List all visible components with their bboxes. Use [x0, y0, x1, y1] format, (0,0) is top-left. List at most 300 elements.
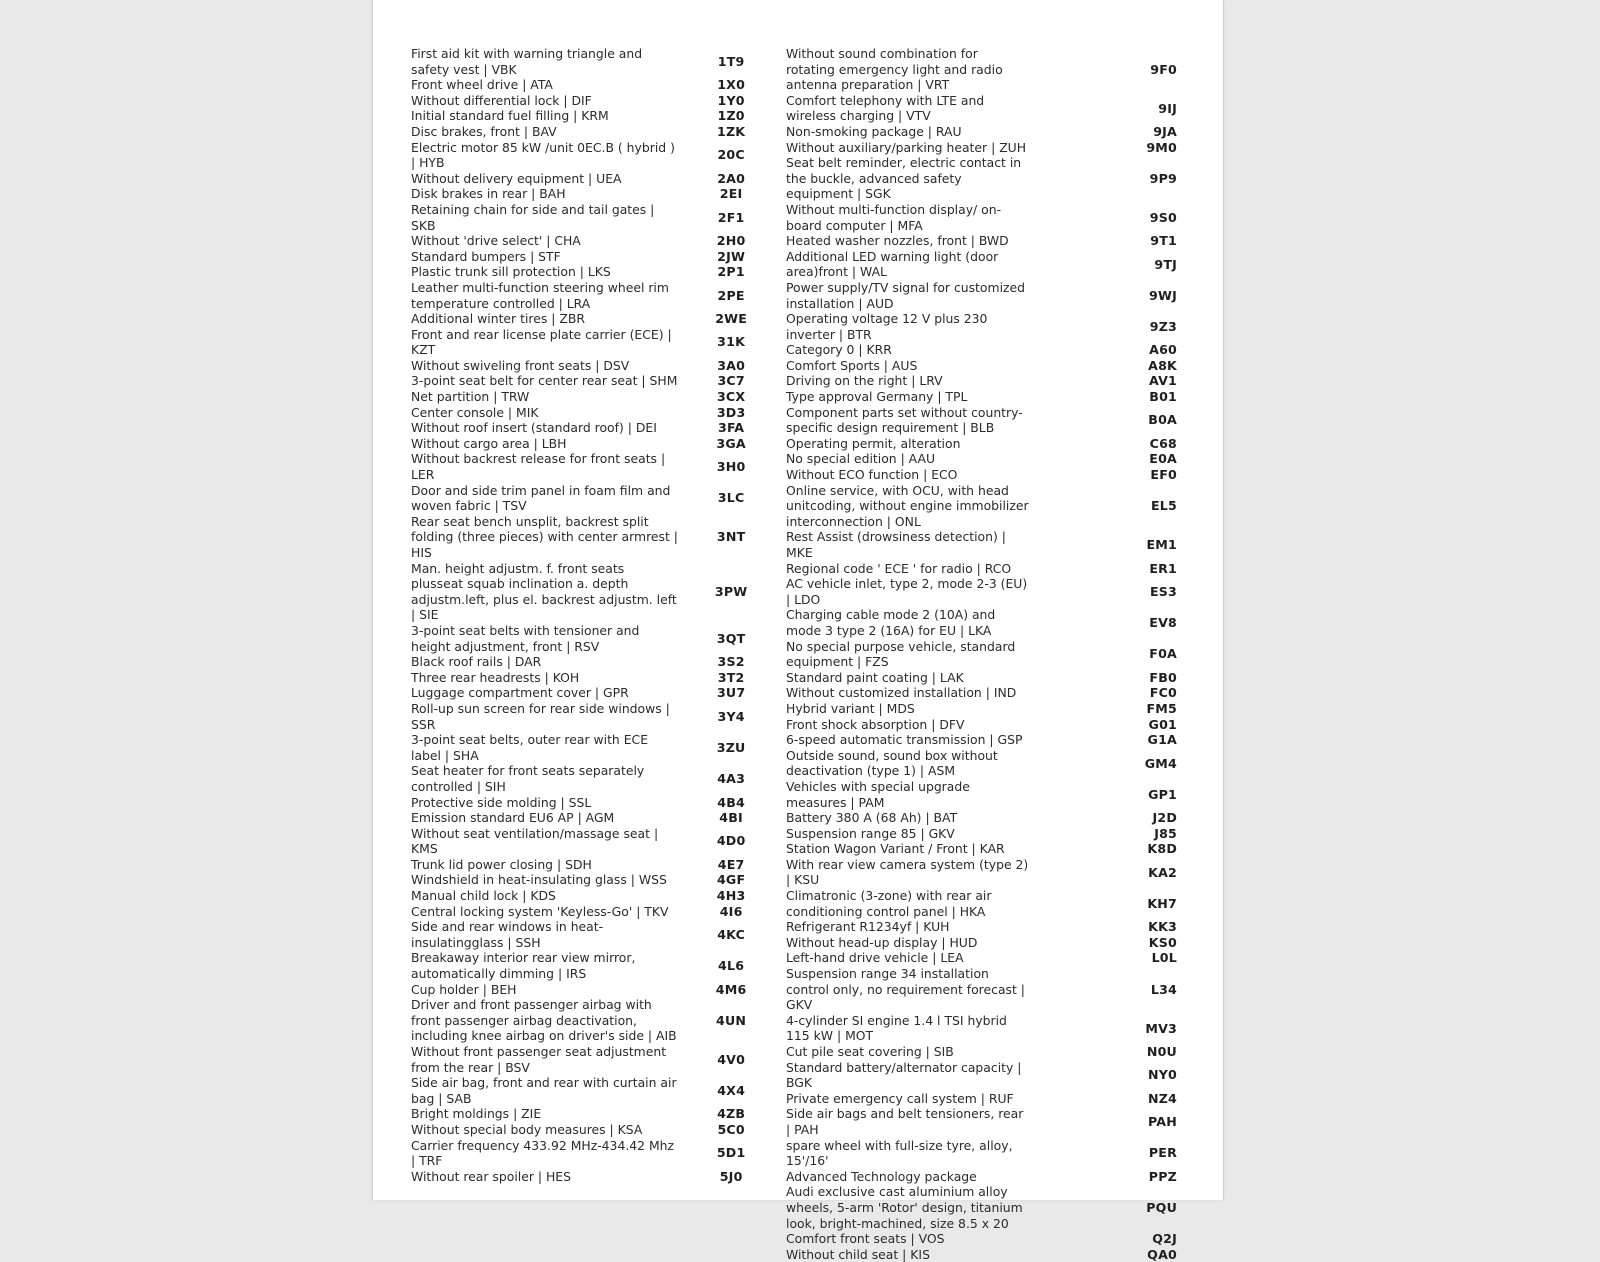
option-code: 2PE — [717, 287, 745, 303]
option-row — [411, 950, 776, 981]
option-code: 3QT — [716, 630, 746, 646]
option-description: Front wheel drive | ATA — [411, 77, 553, 93]
option-code: 3LC — [717, 490, 745, 506]
option-row — [411, 1075, 776, 1106]
option-row — [411, 108, 776, 124]
option-description: Without delivery equipment | UEA — [411, 170, 622, 186]
option-description: Suspension range 85 | GKV — [786, 825, 955, 841]
option-row — [411, 654, 776, 670]
option-description: Trunk lid power closing | SDH — [411, 856, 592, 872]
option-code: PAH — [1148, 1114, 1177, 1130]
option-row — [411, 171, 776, 187]
option-description: Net partition | TRW — [411, 389, 530, 405]
option-row — [786, 919, 1181, 935]
option-description: Type approval Germany | TPL — [786, 389, 968, 405]
option-row — [411, 1122, 776, 1138]
option-code: 9T1 — [1150, 233, 1177, 249]
option-row — [411, 451, 776, 482]
option-description: Refrigerant R1234yf | KUH — [786, 919, 950, 935]
option-description: Protective side molding | SSL — [411, 794, 592, 810]
option-row — [786, 1247, 1181, 1262]
option-code: KS0 — [1148, 934, 1177, 950]
option-code: 4H3 — [716, 888, 746, 904]
option-row — [786, 358, 1181, 374]
option-description: Manual child lock | KDS — [411, 888, 556, 904]
option-description: Additional winter tires | ZBR — [411, 311, 585, 327]
option-row — [786, 639, 1181, 670]
option-code: 4X4 — [717, 1082, 746, 1098]
option-description: Without swiveling front seats | DSV — [411, 357, 630, 373]
option-description: Central locking system 'Keyless-Go' | TKV — [411, 903, 669, 919]
option-row — [411, 888, 776, 904]
option-row — [411, 280, 776, 311]
option-description: Component parts set without country-specific design requirement | BLB — [786, 404, 1023, 436]
option-code: EV8 — [1149, 615, 1177, 631]
option-code: 3GA — [716, 435, 746, 451]
option-row — [411, 124, 776, 140]
option-code: 5C0 — [717, 1121, 745, 1137]
option-row — [411, 140, 776, 171]
right-option-column — [786, 46, 1181, 1262]
option-row — [786, 342, 1181, 358]
option-description: Non-smoking package | RAU — [786, 123, 962, 139]
option-row — [411, 1138, 776, 1169]
option-row — [411, 311, 776, 327]
option-code: NY0 — [1147, 1067, 1177, 1083]
option-description: Disc brakes, front | BAV — [411, 123, 557, 139]
option-description: First aid kit with warning triangle and safety vest | VBK — [411, 46, 643, 77]
option-code: KH7 — [1147, 895, 1177, 911]
option-code: 1Z0 — [717, 108, 745, 124]
option-row — [786, 670, 1181, 686]
option-description: Three rear headrests | KOH — [411, 669, 580, 685]
option-description: Side air bag, front and rear with curtain air bag | SAB — [411, 1075, 677, 1106]
option-description: Emission standard EU6 AP | AGM — [411, 810, 615, 826]
option-description: Windshield in heat-insulating glass | WSS — [411, 872, 667, 888]
option-code: 9WJ — [1149, 287, 1177, 303]
option-code: 3PW — [714, 583, 748, 599]
option-code: 9S0 — [1149, 209, 1177, 225]
option-code: 4UN — [716, 1012, 747, 1028]
option-code: 3T2 — [717, 669, 745, 685]
option-description: spare wheel with full-size tyre, alloy, 15'/16' — [786, 1137, 1013, 1169]
option-row — [786, 483, 1181, 530]
option-description: Driver and front passenger airbag with front passenger airbag deactivation, including knee airbag on driver's side | AIB — [411, 997, 677, 1044]
option-description: Front and rear license plate carrier (ECE) | KZT — [411, 326, 672, 358]
option-description: Comfort telephony with LTE and wireless charging | VTV — [786, 92, 985, 124]
option-row — [411, 202, 776, 233]
option-code: 2A0 — [717, 170, 746, 186]
option-description: Additional LED warning light (door area)front | WAL — [786, 248, 999, 280]
option-description: 3-point seat belts with tensioner and height adjustment, front | RSV — [411, 622, 640, 654]
option-row — [786, 405, 1181, 436]
option-description: Electric motor 85 kW /unit 0EC.B ( hybrid ) | HYB — [411, 139, 675, 171]
option-row — [411, 264, 776, 280]
option-code: 3C7 — [717, 373, 745, 389]
option-description: Rear seat bench unsplit, backrest split folding (three pieces) with center armrest | HIS — [411, 513, 678, 560]
option-description: Side and rear windows in heat-insulatingglass | SSH — [411, 919, 604, 950]
option-row — [411, 420, 776, 436]
option-code: 4BI — [719, 810, 743, 826]
option-code: A8K — [1148, 357, 1177, 373]
option-description: Seat heater for front seats separately controlled | SIH — [411, 763, 645, 794]
option-description: 3-point seat belt for center rear seat | SHM — [411, 373, 678, 389]
option-description: Comfort front seats | VOS — [786, 1231, 945, 1247]
option-code: 1T9 — [717, 53, 745, 69]
option-code: FC0 — [1149, 685, 1177, 701]
option-description: Without multi-function display/ on-board computer | MFA — [786, 201, 1002, 233]
option-row — [411, 1106, 776, 1122]
option-row — [786, 451, 1181, 467]
option-description: Rest Assist (drowsiness detection) | MKE — [786, 529, 1006, 560]
option-row — [411, 561, 776, 623]
option-row — [786, 779, 1181, 810]
option-code: 4A3 — [717, 771, 746, 787]
option-code: B0A — [1148, 412, 1177, 428]
option-row — [786, 966, 1181, 1013]
option-description: Black roof rails | DAR — [411, 654, 542, 670]
option-code: 9P9 — [1149, 170, 1177, 186]
option-description: Without 'drive select' | CHA — [411, 233, 581, 249]
option-description: Without ECO function | ECO — [786, 467, 958, 483]
option-description: Without auxiliary/parking heater | ZUH — [786, 139, 1027, 155]
option-code: A60 — [1149, 342, 1177, 358]
option-code: FB0 — [1149, 669, 1177, 685]
option-description: Without rear spoiler | HES — [411, 1168, 572, 1184]
option-code: 20C — [717, 147, 745, 163]
option-code: 5D1 — [716, 1145, 746, 1161]
option-description: With rear view camera system (type 2) | KSU — [786, 856, 1029, 888]
option-row — [786, 1231, 1181, 1247]
option-description: Without sound combination for rotating emergency light and radio antenna preparation | VRT — [786, 46, 1003, 93]
option-row — [786, 1106, 1181, 1137]
option-code: F0A — [1149, 646, 1177, 662]
option-code: 1Y0 — [717, 92, 745, 108]
option-description: Without front passenger seat adjustment from the rear | BSV — [411, 1044, 667, 1075]
option-description: Front shock absorption | DFV — [786, 716, 965, 732]
option-code: 4KC — [717, 927, 746, 943]
option-code: KA2 — [1148, 864, 1177, 880]
option-row — [786, 467, 1181, 483]
option-description: 6-speed automatic transmission | GSP — [786, 732, 1023, 748]
option-code: PPZ — [1148, 1168, 1177, 1184]
option-description: Breakaway interior rear view mirror, automatically dimming | IRS — [411, 950, 636, 982]
option-row — [411, 1169, 776, 1185]
option-description: Without roof insert (standard roof) | DEI — [411, 420, 657, 436]
option-description: Standard bumpers | STF — [411, 248, 561, 264]
option-description: Advanced Technology package — [786, 1168, 977, 1184]
option-code: 9M0 — [1146, 139, 1177, 155]
option-code: QA0 — [1147, 1246, 1177, 1262]
option-row — [411, 623, 776, 654]
option-code: 4L6 — [718, 958, 745, 974]
option-row — [411, 701, 776, 732]
option-description: Carrier frequency 433.92 MHz-434.42 Mhz | TRF — [411, 1137, 675, 1169]
option-description: Leather multi-function steering wheel rim temperature controlled | LRA — [411, 279, 669, 311]
option-code: 4I6 — [719, 903, 743, 919]
option-code: 1ZK — [716, 123, 746, 139]
option-row — [786, 576, 1181, 607]
option-description: No special purpose vehicle, standard equipment | FZS — [786, 638, 1016, 670]
option-row — [786, 233, 1181, 249]
option-row — [411, 233, 776, 249]
option-code: 4E7 — [717, 856, 745, 872]
option-code: L0L — [1151, 950, 1177, 966]
option-description: Center console | MIK — [411, 404, 539, 420]
option-description: Without differential lock | DIF — [411, 92, 592, 108]
option-description: Cup holder | BEH — [411, 981, 517, 997]
option-code: 9JA — [1153, 123, 1177, 139]
option-code: 4M6 — [715, 981, 747, 997]
option-code: B01 — [1149, 389, 1177, 405]
option-row — [411, 436, 776, 452]
option-description: Climatronic (3-zone) with rear air conditioning control panel | HKA — [786, 888, 992, 919]
option-code: KK3 — [1148, 919, 1177, 935]
option-description: Driving on the right | LRV — [786, 373, 943, 389]
option-code: 2JW — [717, 248, 746, 264]
option-description: Category 0 | KRR — [786, 342, 892, 358]
option-code: 4GF — [716, 872, 746, 888]
option-row — [411, 872, 776, 888]
option-row — [411, 857, 776, 873]
option-row — [411, 483, 776, 514]
option-description: No special edition | AAU — [786, 451, 936, 467]
option-row — [786, 124, 1181, 140]
option-row — [786, 249, 1181, 280]
option-code: 3S2 — [717, 654, 745, 670]
option-row — [786, 280, 1181, 311]
option-row — [411, 46, 776, 77]
option-description: Comfort Sports | AUS — [786, 357, 918, 373]
option-description: Man. height adjustm. f. front seats plusseat squab inclination a. depth adjustm.left, plus el. backrest adjustm. left | SIE — [411, 560, 677, 623]
option-row — [411, 670, 776, 686]
option-code: EL5 — [1151, 498, 1177, 514]
option-row — [786, 935, 1181, 951]
option-description: 4-cylinder SI engine 1.4 l TSI hybrid 115 kW | MOT — [786, 1012, 1007, 1044]
option-code: L34 — [1150, 981, 1177, 997]
option-row — [786, 373, 1181, 389]
option-description: Station Wagon Variant / Front | KAR — [786, 841, 1005, 857]
option-description: Seat belt reminder, electric contact in the buckle, advanced safety equipment | SGK — [786, 155, 1022, 202]
option-code: 9Z3 — [1149, 318, 1177, 334]
option-row — [786, 810, 1181, 826]
option-row — [786, 607, 1181, 638]
option-code: 4ZB — [717, 1106, 746, 1122]
option-row — [411, 405, 776, 421]
option-row — [411, 249, 776, 265]
option-description: Disk brakes in rear | BAH — [411, 186, 566, 202]
option-code: ES3 — [1149, 583, 1177, 599]
option-row — [411, 327, 776, 358]
option-description: Without child seat | KIS — [786, 1246, 930, 1262]
option-code: 3Y4 — [717, 708, 745, 724]
option-description: Regional code ' ECE ' for radio | RCO — [786, 560, 1012, 576]
option-code: FM5 — [1146, 700, 1177, 716]
option-description: Standard paint coating | LAK — [786, 669, 964, 685]
option-code: 3NT — [716, 529, 746, 545]
option-row — [786, 436, 1181, 452]
option-description: Private emergency call system | RUF — [786, 1090, 1014, 1106]
option-code: 2F1 — [717, 209, 745, 225]
option-row — [786, 857, 1181, 888]
option-code: Q2J — [1152, 1231, 1177, 1247]
option-row — [786, 841, 1181, 857]
left-option-column — [411, 46, 776, 1184]
option-row — [411, 763, 776, 794]
option-description: Roll-up sun screen for rear side windows | SSR — [411, 700, 670, 732]
option-code: 2WE — [715, 311, 748, 327]
option-row — [411, 919, 776, 950]
option-code: E0A — [1149, 451, 1177, 467]
option-code: G01 — [1148, 716, 1177, 732]
option-description: Without special body measures | KSA — [411, 1121, 643, 1137]
option-row — [786, 701, 1181, 717]
option-description: Vehicles with special upgrade measures | PAM — [786, 778, 970, 810]
option-code: 3U7 — [716, 685, 746, 701]
option-description: Luggage compartment cover | GPR — [411, 685, 629, 701]
option-row — [786, 950, 1181, 966]
option-code: J2D — [1152, 810, 1177, 826]
option-row — [786, 93, 1181, 124]
option-description: Initial standard fuel filling | KRM — [411, 108, 609, 124]
option-row — [786, 1013, 1181, 1044]
option-description: Side air bags and belt tensioners, rear | PAH — [786, 1106, 1024, 1137]
option-code: AV1 — [1148, 373, 1177, 389]
option-row — [411, 514, 776, 561]
option-description: Hybrid variant | MDS — [786, 700, 915, 716]
option-code: J85 — [1154, 825, 1177, 841]
option-row — [411, 1044, 776, 1075]
option-code: K8D — [1147, 841, 1177, 857]
option-row — [411, 373, 776, 389]
option-row — [411, 685, 776, 701]
option-row — [786, 826, 1181, 842]
option-code: 3D3 — [716, 404, 746, 420]
option-description: Battery 380 A (68 Ah) | BAT — [786, 810, 958, 826]
option-description: Audi exclusive cast aluminium alloy wheels, 5-arm 'Rotor' design, titanium look, bright-machined, size 8.5 x 20 — [786, 1184, 1023, 1231]
option-description: Plastic trunk sill protection | LKS — [411, 264, 611, 280]
option-row — [786, 46, 1181, 93]
option-description: Outside sound, sound box without deactivation (type 1) | ASM — [786, 747, 998, 779]
option-code: GM4 — [1144, 755, 1177, 771]
option-code: 2EI — [719, 186, 743, 202]
option-description: Online service, with OCU, with head unitcoding, without engine immobilizer interconnection | ONL — [786, 482, 1029, 529]
option-code: 3FA — [717, 420, 745, 436]
option-code: 4D0 — [716, 833, 746, 849]
option-description: Suspension range 34 installation control only, no requirement forecast | GKV — [786, 966, 1025, 1013]
option-row — [786, 685, 1181, 701]
option-row — [786, 1138, 1181, 1169]
option-description: Power supply/TV signal for customized installation | AUD — [786, 279, 1026, 311]
option-code: 9F0 — [1150, 61, 1177, 77]
option-code: 5J0 — [719, 1168, 743, 1184]
option-code: PQU — [1146, 1199, 1177, 1215]
option-row — [411, 186, 776, 202]
option-description: Without customized installation | IND — [786, 685, 1017, 701]
option-row — [411, 795, 776, 811]
option-row — [411, 732, 776, 763]
option-description: Charging cable mode 2 (10A) and mode 3 type 2 (16A) for EU | LKA — [786, 607, 996, 638]
option-code: 31K — [717, 334, 746, 350]
option-description: Cut pile seat covering | SIB — [786, 1044, 954, 1059]
option-row — [786, 389, 1181, 405]
option-code: MV3 — [1145, 1020, 1177, 1036]
option-code: EM1 — [1146, 537, 1177, 553]
option-description: Without seat ventilation/massage seat | KMS — [411, 825, 659, 857]
document-page — [372, 0, 1224, 1262]
option-description: Operating voltage 12 V plus 230 inverter | BTR — [786, 311, 988, 342]
option-code: 3A0 — [717, 357, 746, 373]
option-description: Heated washer nozzles, front | BWD — [786, 233, 1009, 249]
option-code: 3H0 — [716, 459, 746, 475]
option-row — [786, 1044, 1181, 1060]
option-description: Without cargo area | LBH — [411, 435, 567, 451]
option-code: PER — [1148, 1145, 1177, 1161]
option-code: ER1 — [1149, 560, 1177, 576]
option-row — [786, 1184, 1181, 1231]
option-description: AC vehicle inlet, type 2, mode 2-3 (EU) | LDO — [786, 576, 1028, 607]
option-row — [411, 77, 776, 93]
option-code: 1X0 — [717, 77, 746, 93]
option-code: EF0 — [1150, 467, 1177, 483]
option-row — [411, 997, 776, 1044]
option-row — [786, 1060, 1181, 1091]
option-code: 9IJ — [1158, 100, 1177, 116]
option-row — [786, 529, 1181, 560]
option-description: Standard battery/alternator capacity | BGK — [786, 1059, 1022, 1091]
option-row — [411, 389, 776, 405]
option-row — [786, 717, 1181, 733]
option-row — [786, 1091, 1181, 1107]
option-row — [411, 358, 776, 374]
option-row — [786, 202, 1181, 233]
option-row — [411, 826, 776, 857]
option-description: Bright moldings | ZIE — [411, 1106, 542, 1122]
option-row — [786, 311, 1181, 342]
option-row — [411, 982, 776, 998]
option-description: Retaining chain for side and tail gates | SKB — [411, 201, 655, 233]
option-description: Operating permit, alteration — [786, 435, 961, 451]
option-row — [411, 904, 776, 920]
option-code: 9TJ — [1154, 256, 1177, 272]
option-row — [786, 748, 1181, 779]
option-code: 2P1 — [717, 264, 745, 280]
option-code: C68 — [1149, 435, 1177, 451]
option-row — [786, 155, 1181, 202]
option-row — [786, 140, 1181, 156]
option-row — [786, 888, 1181, 919]
option-row — [786, 732, 1181, 748]
option-description: Left-hand drive vehicle | LEA — [786, 950, 964, 966]
option-code: NZ4 — [1147, 1090, 1177, 1106]
option-row — [786, 1169, 1181, 1185]
option-code: 3ZU — [716, 739, 746, 755]
option-description: 3-point seat belts, outer rear with ECE label | SHA — [411, 732, 649, 763]
option-code: 4B4 — [717, 794, 745, 810]
option-description: Without backrest release for front seats | LER — [411, 451, 666, 483]
option-code: 4V0 — [717, 1051, 746, 1067]
option-row — [411, 93, 776, 109]
option-code: GP1 — [1148, 786, 1177, 802]
option-code: G1A — [1147, 732, 1177, 748]
option-row — [786, 561, 1181, 577]
option-description: Door and side trim panel in foam film and woven fabric | TSV — [411, 482, 671, 514]
option-row — [411, 810, 776, 826]
option-code: 2H0 — [716, 233, 746, 249]
option-code: N0U — [1146, 1044, 1177, 1059]
option-description: Without head-up display | HUD — [786, 934, 978, 950]
option-code: 3CX — [716, 389, 746, 405]
